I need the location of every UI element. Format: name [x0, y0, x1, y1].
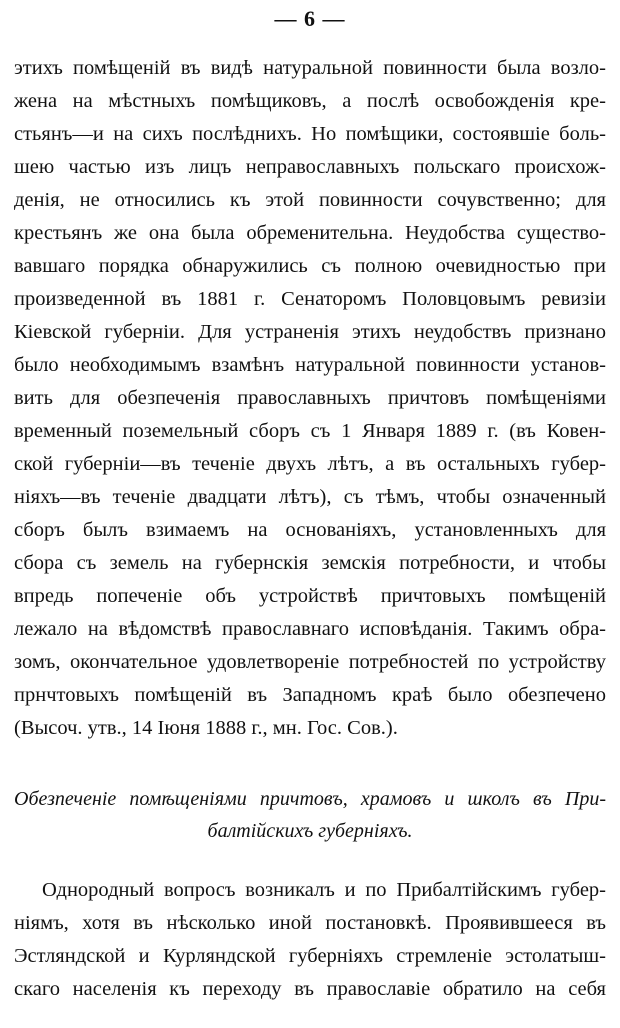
paragraph-1-line: было необходимымъ взамѣнъ натуральной повинности установ-: [14, 354, 606, 376]
paragraph-1-line: (Высоч. утв., 14 Іюня 1888 г., мн. Гос. Сов.).: [14, 717, 398, 739]
paragraph-1-line: Кіевской губерніи. Для устраненія этихъ неудобствъ признано: [14, 321, 606, 343]
paragraph-1-line: сбора съ земель на губернскія земскія потребности, и чтобы: [14, 552, 606, 574]
paragraph-2-line: Эстляндской и Курляндской губерніяхъ стремленіе эстолатыш-: [14, 945, 606, 967]
paragraph-2-line: ніямъ, хотя въ нѣсколько иной постановкѣ. Проявившееся въ: [14, 912, 606, 934]
paragraph-1-line: жена на мѣстныхъ помѣщиковъ, а послѣ освобожденія кре-: [14, 90, 606, 112]
paragraph-1-line: впредь попеченіе объ устройствѣ причтовыхъ помѣщеній: [14, 585, 606, 607]
paragraph-2-line: Однородный вопросъ возникалъ и по Прибалтійскимъ губер-: [42, 879, 606, 901]
paragraph-1-line: временный поземельный сборъ съ 1 Января 1889 г. (въ Ковен-: [14, 420, 606, 442]
paragraph-1-line: лежало на вѣдомствѣ православнаго исповѣданія. Такимъ обра-: [14, 618, 606, 640]
paragraph-2-line: скаго населенія къ переходу въ православіе обратило на себя: [14, 978, 606, 1000]
paragraph-1-line: произведенной въ 1881 г. Сенаторомъ Половцовымъ ревизіи: [14, 288, 606, 310]
paragraph-1-line: прнчтовыхъ помѣщеній въ Западномъ краѣ было обезпечено: [14, 684, 606, 706]
page-number: — 6 —: [274, 6, 346, 31]
section-heading-line: балтійскихъ губерніяхъ.: [207, 820, 413, 842]
paragraph-1-line: ской губерніи—въ теченіе двухъ лѣтъ, а въ остальныхъ губер-: [14, 453, 606, 475]
paragraph-1-line: вить для обезпеченія православныхъ причтовъ помѣщеніями: [14, 387, 606, 409]
paragraph-1-line: денія, не относились къ этой повинности сочувственно; для: [14, 189, 606, 211]
paragraph-1-line: этихъ помѣщеній въ видѣ натуральной повинности была возло-: [14, 57, 606, 79]
paragraph-1-line: сборъ былъ взимаемъ на основаніяхъ, установленныхъ для: [14, 519, 606, 541]
paragraph-1-line: вавшаго порядка обнаружились съ полною очевидностью при: [14, 255, 606, 277]
section-heading-line: Обезпеченіе помѣщеніями причтовъ, храмовъ и школъ въ При-: [14, 788, 606, 810]
paragraph-1-line: шею частью изъ лицъ неправославныхъ польскаго происхож-: [14, 156, 606, 178]
paragraph-1-line: крестьянъ же она была обременительна. Неудобства существо-: [14, 222, 606, 244]
paragraph-1-line: стьянъ—и на сихъ послѣднихъ. Но помѣщики, состоявшіе боль-: [14, 123, 606, 145]
paragraph-1-line: ніяхъ—въ теченіе двадцати лѣтъ), съ тѣмъ, чтобы означенный: [14, 486, 606, 508]
paragraph-1-line: зомъ, окончательное удовлетвореніе потребностей по устройству: [14, 651, 606, 673]
